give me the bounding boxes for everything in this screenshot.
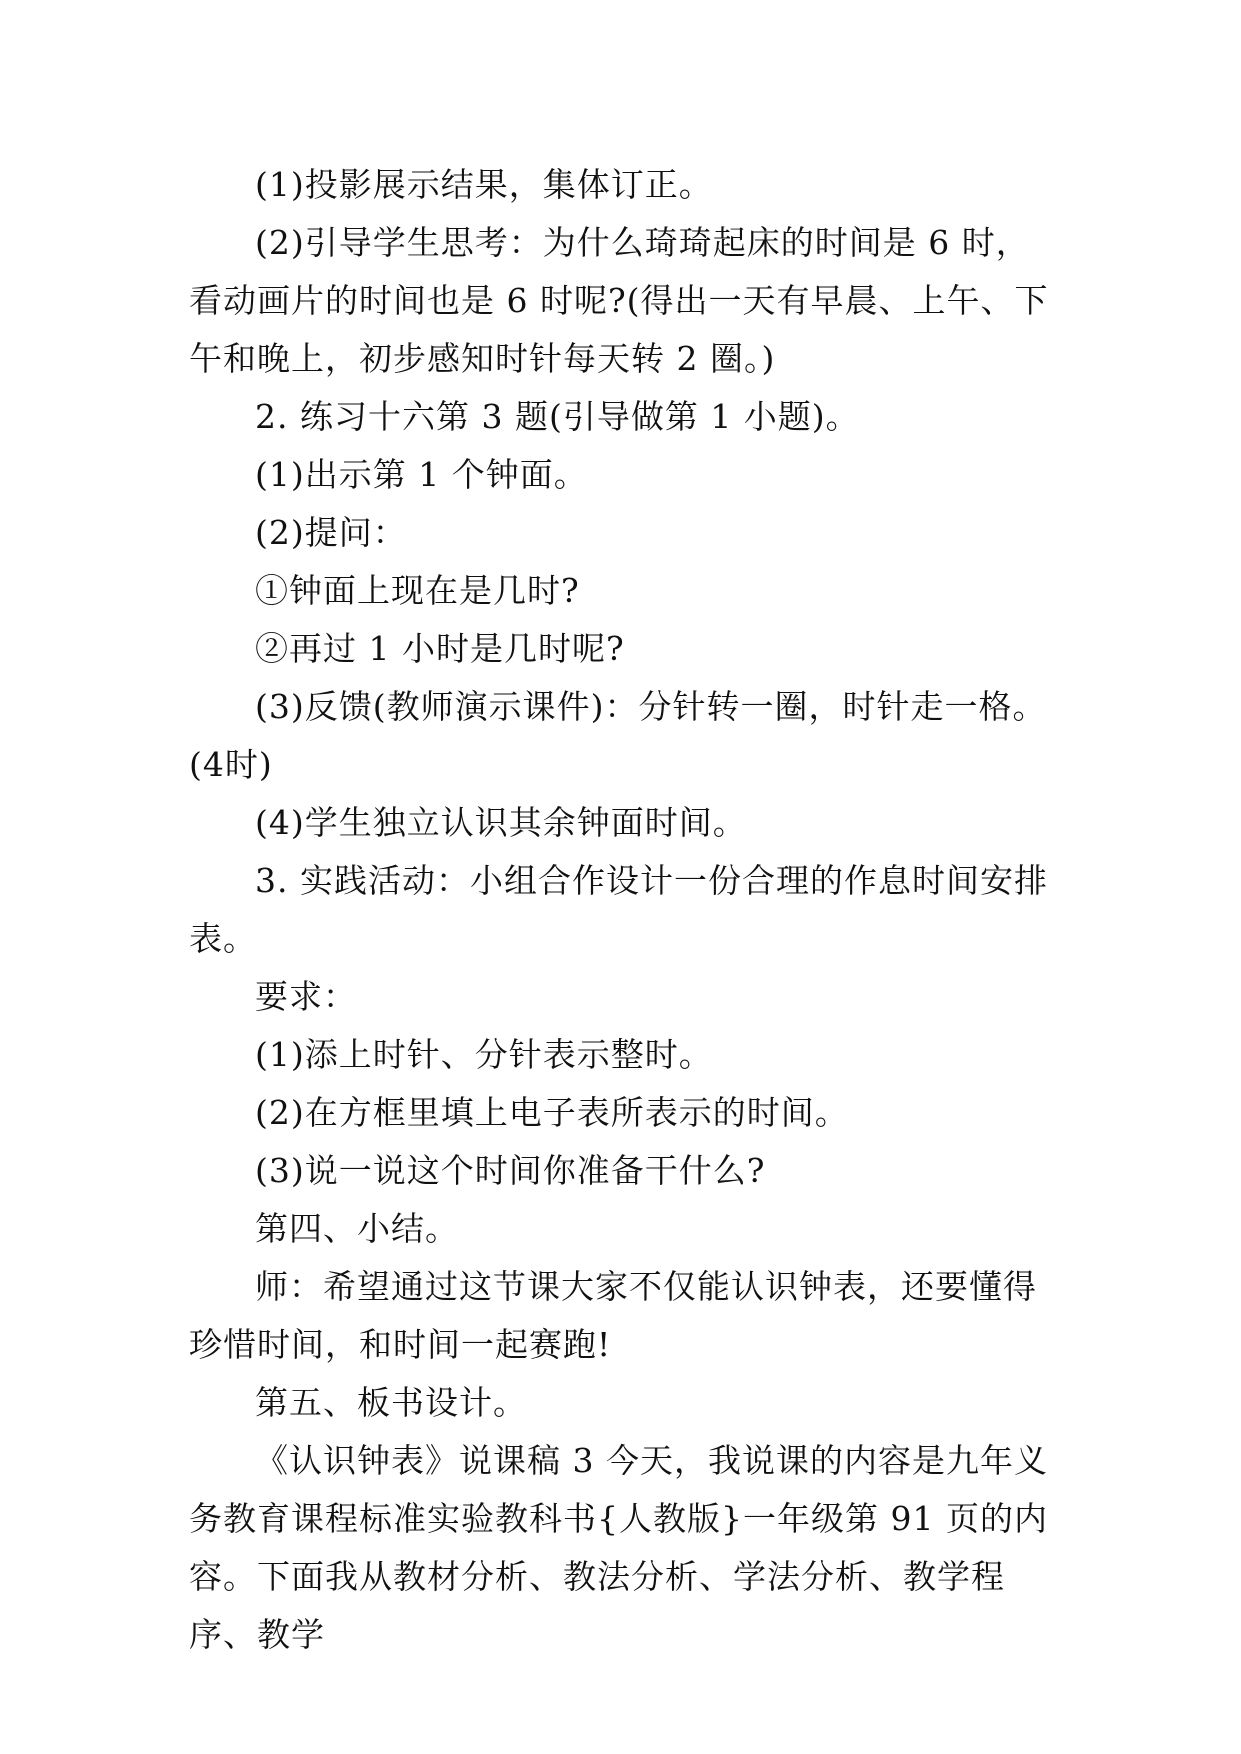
paragraph-1: (1)投影展示结果，集体订正。 [255, 165, 713, 204]
paragraph-12: (1)添上时针、分针表示整时。 [255, 1035, 713, 1074]
paragraph-14: (3)说一说这个时间你准备干什么? [255, 1151, 766, 1190]
paragraph-11: 要求： [255, 977, 357, 1016]
paragraph-16: 师：希望通过这节课大家不仅能认识钟表，还要懂得珍惜时间，和时间一起赛跑! [189, 1267, 1037, 1364]
paragraph-3: 2. 练习十六第 3 题(引导做第 1 小题)。 [255, 397, 860, 436]
paragraph-18: 《认识钟表》说课稿 3 今天，我说课的内容是九年义务教育课程标准实验教科书{人教版}一年级第 91 页的内容。下面我从教材分析、教法分析、学法分析、教学程序、教学 [189, 1441, 1048, 1654]
paragraph-5: (2)提问： [255, 513, 407, 552]
paragraph-7: ②再过 1 小时是几时呢? [255, 629, 625, 668]
paragraph-10: 3. 实践活动：小组合作设计一份合理的作息时间安排表。 [189, 861, 1048, 958]
paragraph-4: (1)出示第 1 个钟面。 [255, 455, 588, 494]
paragraph-9: (4)学生独立认识其余钟面时间。 [255, 803, 747, 842]
paragraph-13: (2)在方框里填上电子表所表示的时间。 [255, 1093, 849, 1132]
paragraph-6: ①钟面上现在是几时? [255, 571, 580, 610]
paragraph-2: (2)引导学生思考：为什么琦琦起床的时间是 6 时，看动画片的时间也是 6 时呢?(得出一天有早晨、上午、下午和晚上，初步感知时针每天转 2 圈。) [189, 223, 1049, 378]
document-body [189, 156, 1057, 1664]
paragraph-17: 第五、板书设计。 [255, 1383, 527, 1422]
paragraph-8: (3)反馈(教师演示课件)：分针转一圈，时针走一格。(4时) [189, 687, 1047, 784]
paragraph-15: 第四、小结。 [255, 1209, 459, 1248]
